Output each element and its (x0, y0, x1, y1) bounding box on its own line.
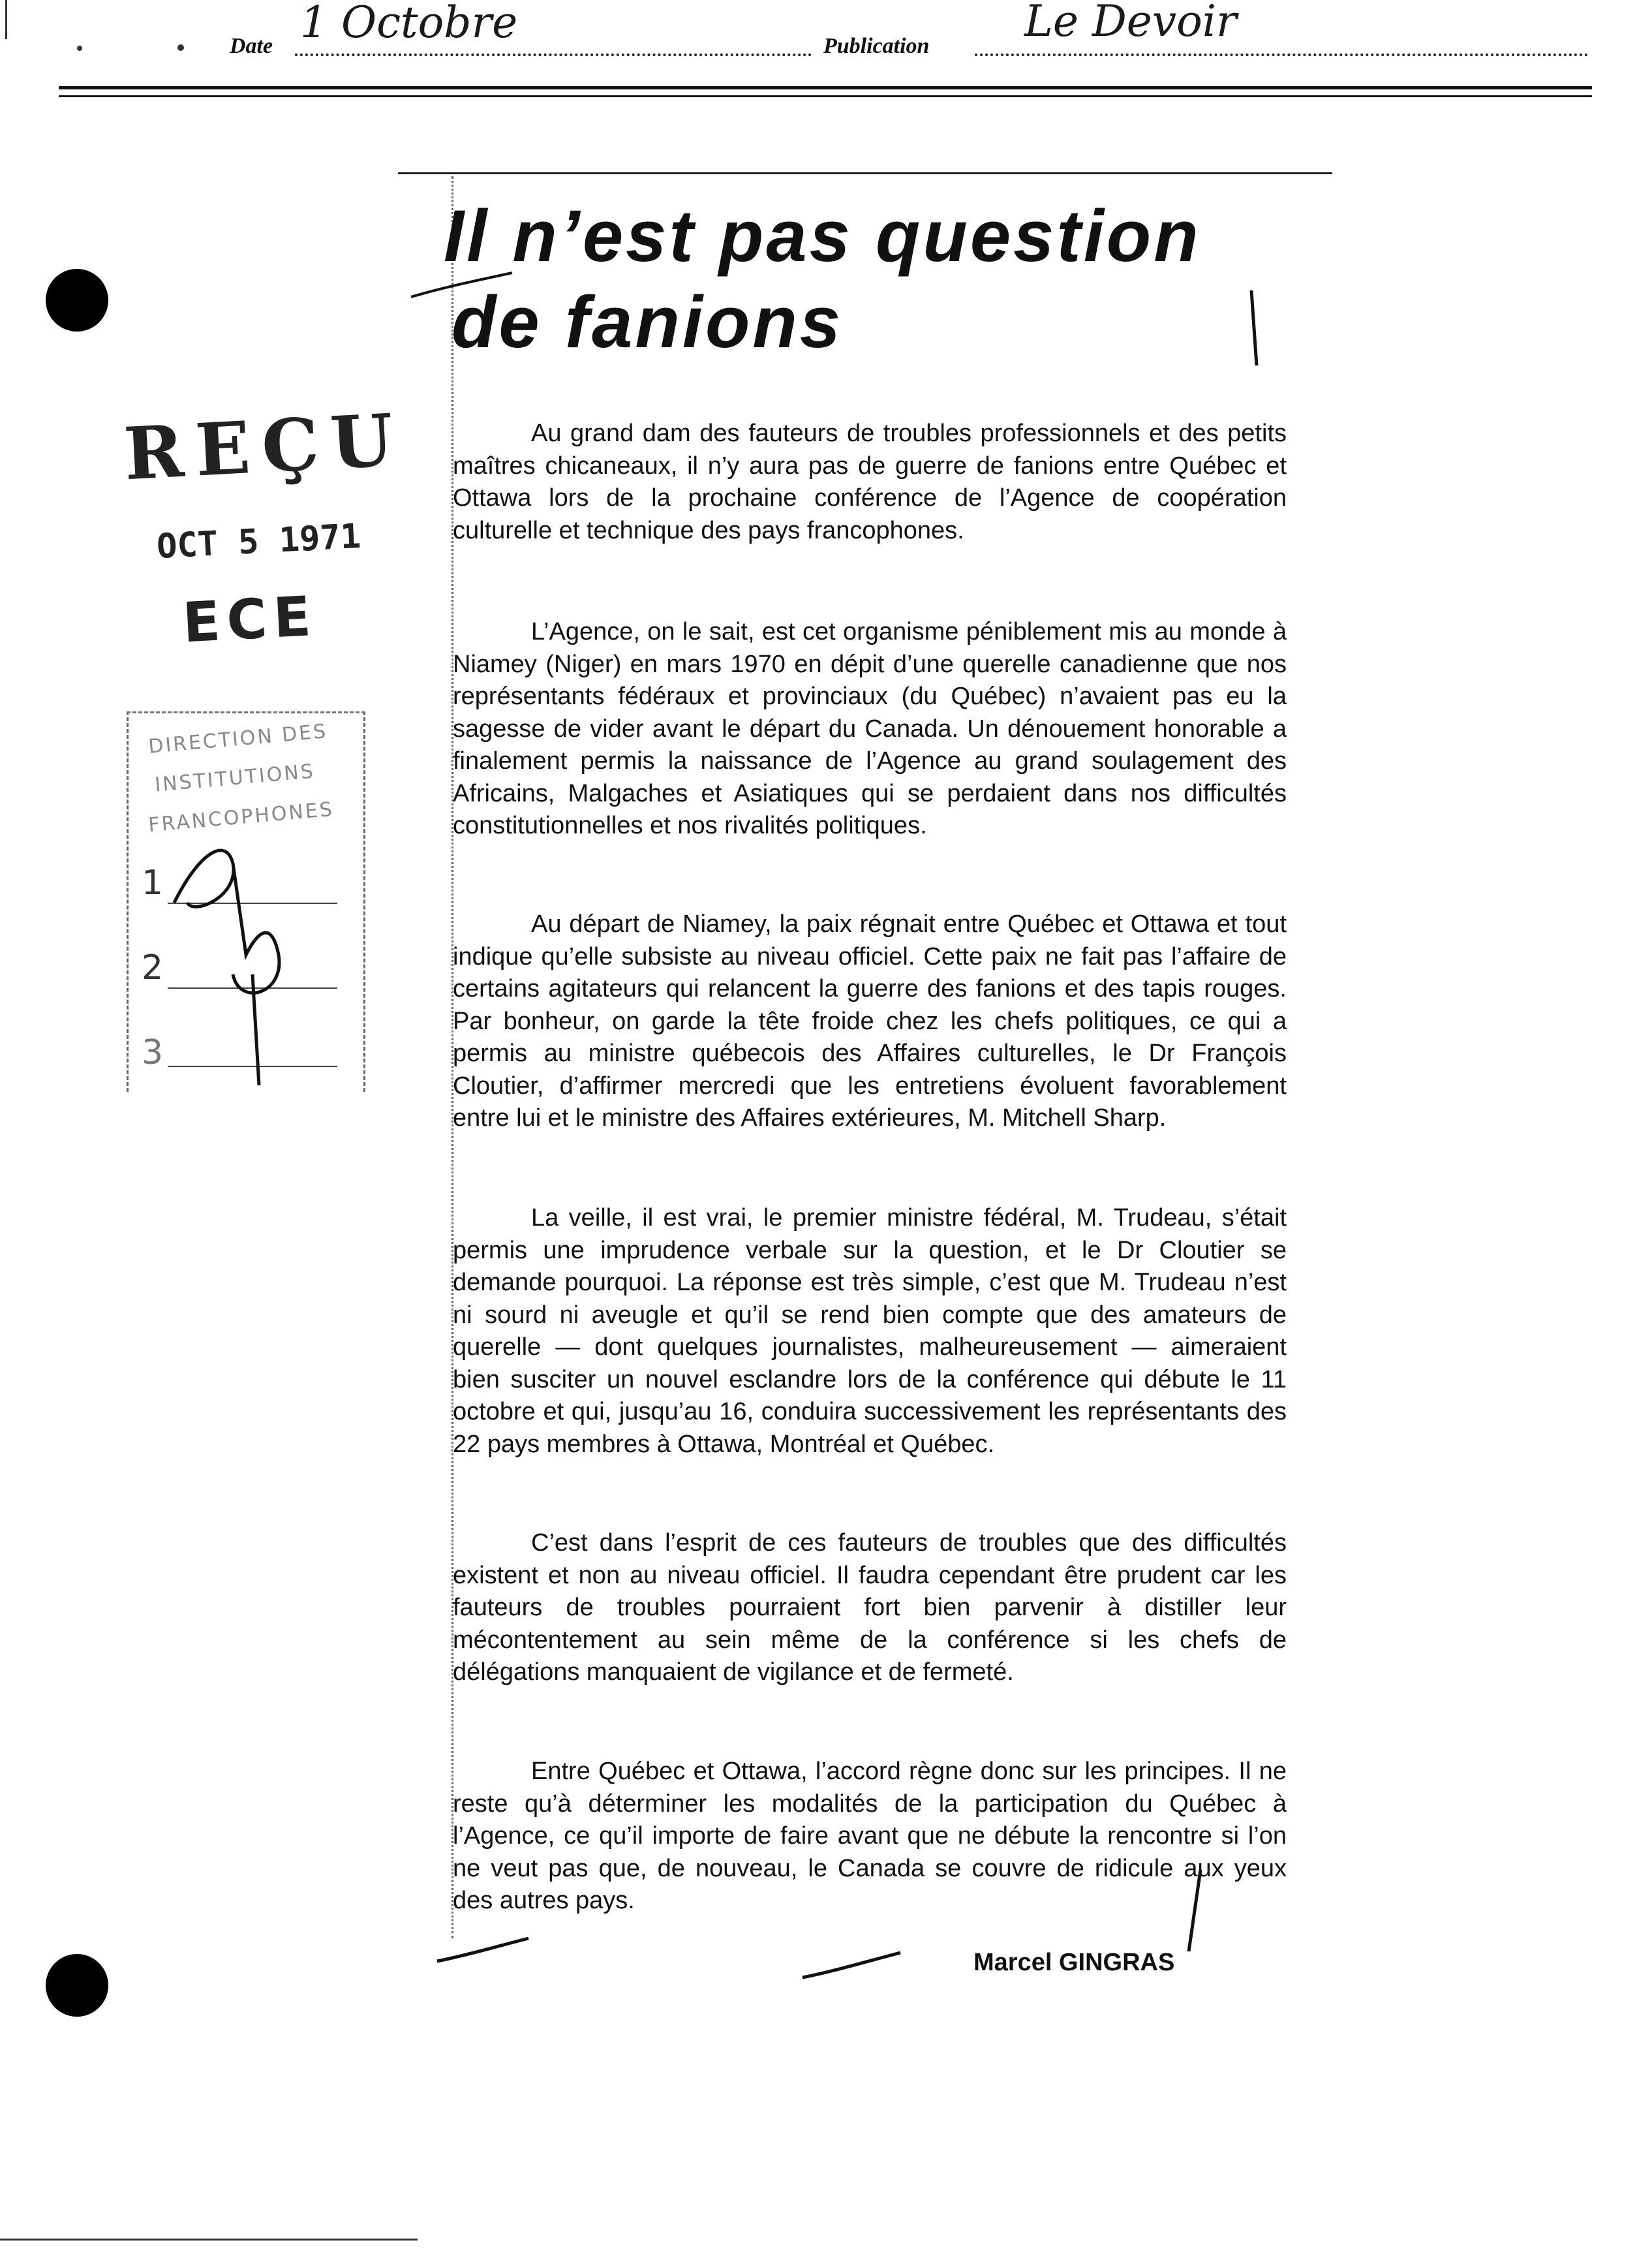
stamp-box-line: DIRECTION DES (147, 720, 329, 758)
routing-number: 2 (142, 948, 164, 987)
stamp-box-line: INSTITUTIONS (153, 760, 316, 797)
title-edge-mark-icon (1245, 287, 1264, 372)
article-paragraph-3: Au départ de Niamey, la paix régnait entre Québec et Ottawa et tout indique qu’elle subsiste au niveau officiel. Cette paix ne fait pas l’affaire de certains agitateurs qui relancent la guerre des fanions et des tapis rouges. Par bonheur, on garde la tête froide chez les chefs politiques, ce qui a permis au ministre québecois des Affaires culturelles, le Dr François Cloutier, d’affirmer mercredi que les entretiens évoluent favorablement entre lui et le ministre des Affaires extérieures, M. Mitchell Sharp. (453, 910, 1287, 1132)
stamp-box-line: FRANCOPHONES (147, 798, 335, 837)
stamp-office: ECE (181, 583, 319, 655)
date-value: 1 Octobre (300, 0, 518, 48)
article-paragraph-1: Au grand dam des fauteurs de troubles professionnels et des petits maîtres chicaneaux, il n’y aura pas de guerre de fanions entre Québec et Ottawa lors de la prochaine conférence de l’Agence de coopération culturelle et technique des pays francophones. (453, 420, 1287, 544)
article-title-line-2: de fanions (451, 281, 844, 363)
article-paragraph-4: La veille, il est vrai, le premier ministre fédéral, M. Trudeau, s’était permis une imprudence verbale sur la question, et le Dr Cloutier se demande pourquoi. La réponse est très simple, c’est que M. Trudeau n’est ni sourd ni aveugle et qu’il se rend bien compte que des amateurs de querelle — dont quelques journalistes, malheureusement — aimeraient bien susciter un nouvel esclandre lors de la conférence qui débute le 11 octobre et qui, jusqu’au 16, conduira successivement les représentants des 22 pays membres à Ottawa, Montréal et Québec. (453, 1204, 1287, 1458)
article-paragraph-5: C’est dans l’esprit de ces fauteurs de troubles que des difficultés existent et non au niveau officiel. Il faudra cependant être prudent car les fauteurs de troubles pourraient fort bien parvenir à distiller leur mécontentement au sein même de la conférence si les chefs de délégations manquaient de vigilance et de fermeté. (453, 1529, 1287, 1686)
stamp-date: OCT 5 1971 (155, 516, 362, 567)
signature-pen-mark-icon (431, 1925, 535, 1971)
date-label: Date (230, 34, 273, 58)
title-pen-mark-icon (405, 268, 522, 307)
article-author: Marcel GINGRAS (973, 1949, 1175, 1976)
article-paragraph-6: Entre Québec et Ottawa, l’accord règne donc sur les principes. Il ne reste qu’à déterminer les modalités de la participation du Québec à l’Agence, ce qu’il importe de faire avant que ne débute la rencontre si l’on ne veut pas que, de nouveau, le Canada se couvre de ridicule aux yeux des autres pays. (453, 1758, 1287, 1914)
article-top-rule (398, 172, 1332, 174)
article-paragraph-2: L’Agence, on le sait, est cet organisme péniblement mis au monde à Niamey (Niger) en mars 1970 en dépit d’une querelle canadienne que nos représentants fédéraux et provinciaux (du Québec) n’avaient pas eu la sagesse de vider avant le départ du Canada. Un dénouement honorable a finalement permis la naissance de l’Agence au grand soulagement des Africains, Malgaches et Asiatiques qui se perdaient dans nos difficultés constitutionnelles et nos rivalités politiques. (453, 618, 1287, 839)
routing-number: 1 (142, 863, 164, 903)
publication-label: Publication (823, 34, 930, 58)
publication-value: Le Devoir (1024, 0, 1237, 46)
signature-pen-mark-icon (796, 1945, 907, 1984)
scan-bottom-edge (0, 2239, 418, 2241)
article-title-line-1: Il n’est pas question (444, 195, 1201, 277)
routing-number: 3 (142, 1033, 164, 1072)
margin-pen-mark-icon (1174, 1867, 1214, 1958)
stamp-recu: REÇU (121, 397, 407, 497)
